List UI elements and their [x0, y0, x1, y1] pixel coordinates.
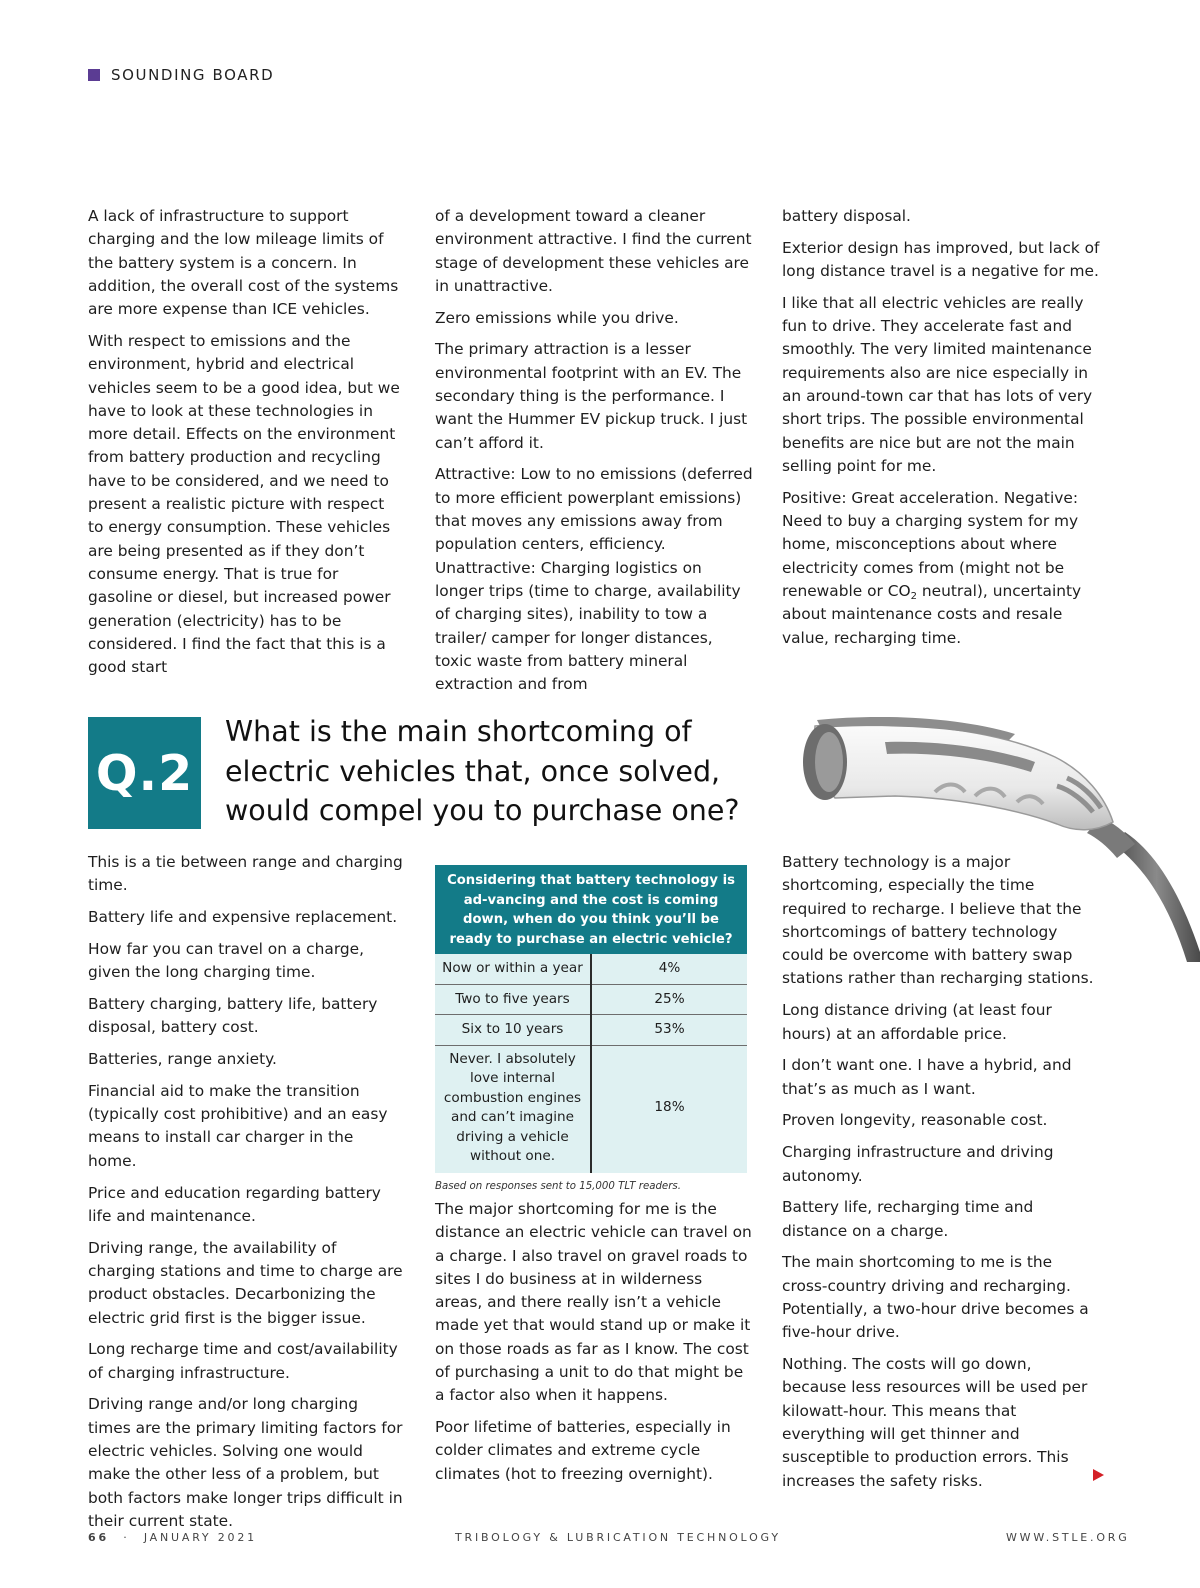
- survey-option-value: 4%: [591, 954, 747, 984]
- answer-paragraph: Driving range and/or long charging times are the primary limiting factors for electric vehicles. Solving one would make the other less of a problem, but both factors make longer trips difficult in their current state.: [88, 1395, 403, 1530]
- q1-column-1: [88, 205, 403, 688]
- answer-paragraph: Battery charging, battery life, battery disposal, battery cost.: [88, 994, 378, 1037]
- answer-paragraph: Long recharge time and cost/availability of charging infrastructure.: [88, 1340, 398, 1382]
- answer-paragraph: Price and education regarding battery life and maintenance.: [88, 1183, 381, 1225]
- section-title: SOUNDING BOARD: [111, 66, 275, 84]
- survey-option-value: 25%: [591, 984, 747, 1015]
- continue-arrow-icon: [1093, 1469, 1104, 1481]
- footer-left: [88, 1531, 257, 1544]
- question-number-badge: Q.2: [88, 717, 201, 829]
- answer-paragraph: battery disposal.: [782, 207, 911, 225]
- answer-paragraph: Proven longevity, reasonable cost.: [782, 1111, 1048, 1130]
- answer-paragraph: Poor lifetime of batteries, especially in colder climates and extreme cycle climates (hot to freezing overnight).: [435, 1418, 731, 1483]
- answer-paragraph: The primary attraction is a lesser environmental footprint with an EV. The secondary thing is the performance. I want the Hummer EV pickup truck. I just can’t afford it.: [435, 340, 748, 452]
- answer-paragraph: A lack of infrastructure to support charging and the low mileage limits of the battery system is a concern. In addition, the overall cost of the systems are more expense than ICE vehicles.: [88, 207, 399, 319]
- answer-paragraph: The main shortcoming to me is the cross-country driving and recharging. Potentially, a two-hour drive becomes a five-hour drive.: [782, 1253, 1089, 1342]
- section-header: [88, 66, 274, 84]
- survey-question: Considering that battery technology is ad-vancing and the cost is coming down, when do you think you’ll be ready to purchase an electric vehicle?: [435, 865, 747, 954]
- survey-box: [435, 865, 747, 1192]
- survey-option-label: Two to five years: [435, 984, 591, 1015]
- answer-paragraph: [782, 487, 1102, 650]
- answer-paragraph: Long distance driving (at least four hours) at an affordable price.: [782, 1001, 1052, 1043]
- survey-footnote: Based on responses sent to 15,000 TLT readers.: [435, 1180, 681, 1192]
- issue-date: JANUARY 2021: [143, 1531, 257, 1544]
- table-row: [435, 1045, 747, 1173]
- section-marker-icon: [88, 69, 100, 81]
- answer-paragraph: With respect to emissions and the environment, hybrid and electrical vehicles seem to be a good idea, but we have to look at these technologies in more detail. Effects on the environment from battery production and recycling have to be considered, and we need to present a realistic picture with respect to energy consumption. These vehicles are being presented as if they don’t consume energy. That is true for gasoline or diesel, but increased power generation (electricity) has to be considered. I find the fact that this is a good start: [88, 331, 400, 677]
- page-number: 66: [88, 1531, 109, 1544]
- subscript: 2: [910, 590, 917, 602]
- survey-option-value: 18%: [654, 1099, 685, 1116]
- table-row: [435, 954, 747, 984]
- q2-column-3: [782, 851, 1100, 1501]
- q1-column-2: [435, 205, 753, 705]
- answer-paragraph: I don’t want one. I have a hybrid, and that’s as much as I want.: [782, 1056, 1072, 1098]
- answer-paragraph: Battery life and expensive replacement.: [88, 908, 398, 927]
- survey-option-label: Six to 10 years: [435, 1015, 591, 1046]
- answer-paragraph: of a development toward a cleaner environment attractive. I find the current stage of development these vehicles are in unattractive.: [435, 207, 752, 295]
- survey-option-label: Never. I absolutely love internal combustion engines and can’t imagine driving a vehicle without one.: [435, 1045, 591, 1173]
- footer-separator: ·: [123, 1531, 130, 1544]
- answer-paragraph: Battery life, recharging time and distance on a charge.: [782, 1198, 1034, 1240]
- answer-paragraph: Driving range, the availability of charging stations and time to charge are product obstacles. Decarbonizing the electric grid first is the bigger issue.: [88, 1238, 403, 1327]
- q1-column-3: [782, 205, 1102, 658]
- answer-paragraph: Battery technology is a major shortcoming, especially the time required to recharge. I believe that the shortcomings of battery technology could be overcome with battery swap stations rather than recharging stations.: [782, 853, 1094, 988]
- answer-paragraph: The major shortcoming for me is the distance an electric vehicle can travel on a charge. I also travel on gravel roads to sites I do business at in wilderness areas, and there really isn’t a vehicle made yet that would stand up or make it on those roads as far as I know. The cost of purchasing a unit to do that might be a factor also when it happens.: [435, 1200, 752, 1405]
- answer-paragraph: Batteries, range anxiety.: [88, 1050, 277, 1069]
- website-url: WWW.STLE.ORG: [1006, 1531, 1130, 1544]
- answer-paragraph: Financial aid to make the transition (typically cost prohibitive) and an easy means to install car charger in the home.: [88, 1081, 388, 1170]
- survey-option-value: 53%: [591, 1015, 747, 1046]
- answer-paragraph: Exterior design has improved, but lack of long distance travel is a negative for me.: [782, 238, 1100, 281]
- answer-paragraph: This is a tie between range and charging time.: [88, 853, 403, 895]
- table-row: [435, 984, 747, 1015]
- answer-text: neutral), uncertainty about maintenance costs and resale value, recharging time.: [782, 581, 1082, 647]
- q2-column-2: [435, 1198, 753, 1495]
- answer-paragraph: How far you can travel on a charge, given the long charging time.: [88, 939, 365, 982]
- table-row: [435, 1015, 747, 1046]
- answer-paragraph: Nothing. The costs will go down, because less resources will be used per kilowatt-hour. This means that everything will get thinner and susceptible to production errors. This increases the safety risks.: [782, 1355, 1088, 1490]
- answer-paragraph: Zero emissions while you drive.: [435, 308, 679, 327]
- q2-column-1: [88, 851, 403, 1542]
- survey-option-label: Now or within a year: [435, 954, 591, 984]
- answer-text: Positive: Great acceleration. Negative: Need to buy a charging system for my home, misconceptions about where electricity comes from (might not be renewable or CO: [782, 488, 1079, 600]
- question-heading: What is the main shortcoming of electric vehicles that, once solved, would compel you to purchase one?: [225, 715, 740, 827]
- publication-name: TRIBOLOGY & LUBRICATION TECHNOLOGY: [455, 1531, 781, 1544]
- answer-paragraph: Charging infrastructure and driving autonomy.: [782, 1143, 1054, 1185]
- survey-table: [435, 865, 747, 1173]
- answer-paragraph: Attractive: Low to no emissions (deferred to more efficient powerplant emissions) that moves any emissions away from population centers, efficiency. Unattractive: Charging logistics on longer trips (time to charge, availability of charging sites), inability to tow a trailer/ camper for longer distances, toxic waste from battery mineral extraction and from: [435, 465, 753, 694]
- answer-paragraph: I like that all electric vehicles are really fun to drive. They accelerate fast and smoothly. The very limited maintenance requirements also are nice especially in an around-town car that has lots of very short trips. The possible environmental benefits are nice but are not the main selling point for me.: [782, 293, 1093, 475]
